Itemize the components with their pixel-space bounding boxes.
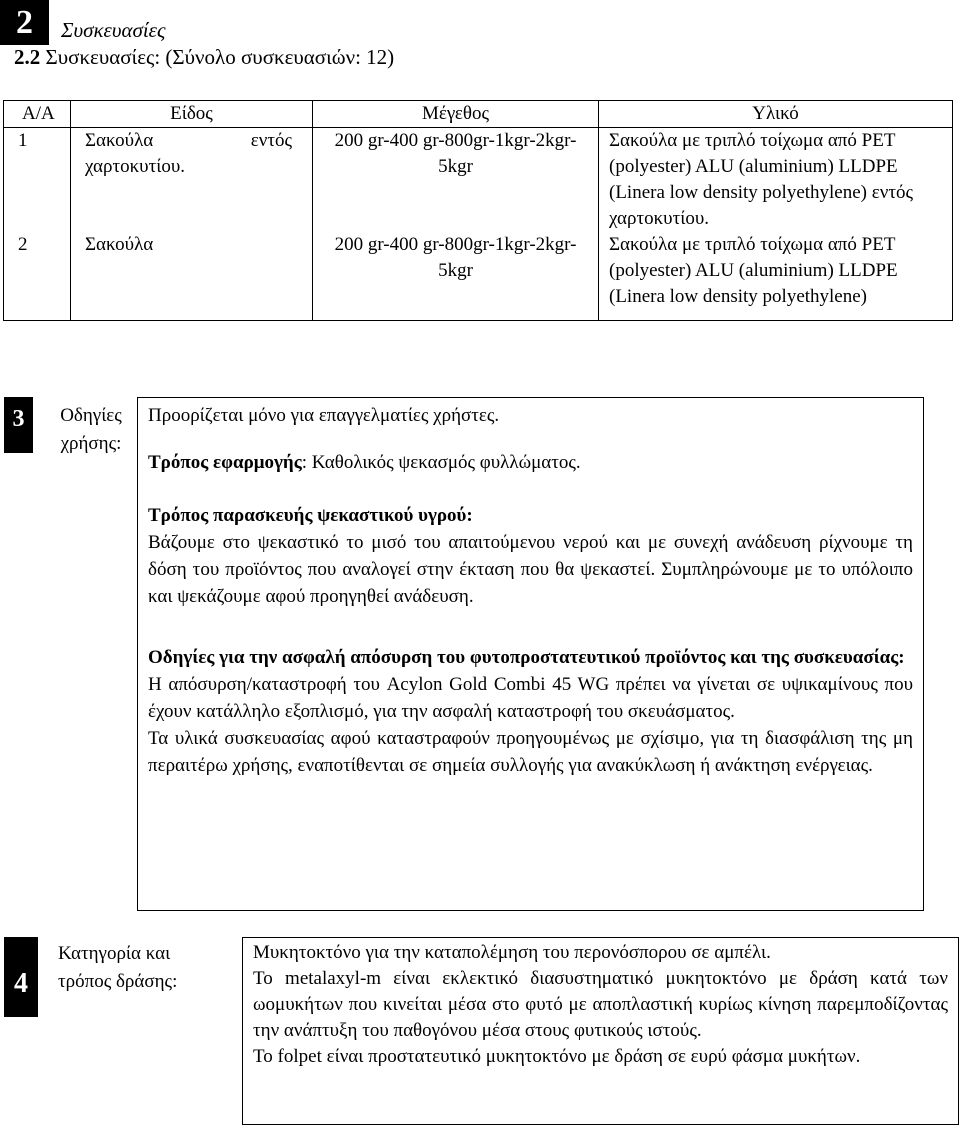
section-4-number-badge: 4 bbox=[4, 937, 38, 1017]
section-3-number-badge: 3 bbox=[4, 397, 33, 453]
prep-text: Βάζουμε στο ψεκαστικό το μισό του απαιτούμενου νερού και με συνεχή ανάδευση ρίχνουμε τη δόση του προϊόντος που αναλογεί στην έκταση που θα ψεκαστεί. Συμπληρώνουμε με το υπόλοιπο και ψεκάζουμε αφού προηγηθεί ανάδευση. bbox=[148, 532, 913, 607]
cell-yliko: Σακούλα με τριπλό τοίχωμα από PET (polyester) ALU (aluminium) LLDPE (Linera low density polyethylene) εντός χαρτοκυτίου. bbox=[599, 128, 953, 233]
usage-intro: Προορίζεται μόνο για επαγγελματίες χρήστες. bbox=[148, 405, 500, 426]
prep-title: Τρόπος παρασκευής ψεκαστικού υγρού: bbox=[148, 505, 473, 526]
header-eidos: Είδος bbox=[71, 101, 313, 128]
section-2-number-badge: 2 bbox=[0, 0, 49, 45]
section-3-label: Οδηγίες χρήσης: bbox=[60, 405, 122, 454]
header-aa: Α/Α bbox=[4, 101, 71, 128]
subtitle-text: Συσκευασίες: (Σύνολο συσκευασιών: 12) bbox=[45, 45, 395, 69]
header-megethos: Μέγεθος bbox=[313, 101, 599, 128]
action-line-3: Το folpet είναι προστατευτικό μυκητοκτόνο με δράση σε ευρύ φάσμα μυκήτων. bbox=[253, 1046, 861, 1067]
method-label: Τρόπος εφαρμογής bbox=[148, 452, 302, 473]
action-line-2: Το metalaxyl-m είναι εκλεκτικό διασυστηματικό μυκητοκτόνο με δράση κατά των ωομυκήτων που κινείται μέσα στο φυτό με αποπλαστική κυρίως κίνηση παρεμποδίζοντας την ανάπτυξη του παθογόνου μέσα στους φυτικούς ιστούς. bbox=[253, 968, 948, 1041]
section-4-label: Κατηγορία και τρόπος δράσης: bbox=[58, 943, 178, 992]
method-text: : Καθολικός ψεκασμός φυλλώματος. bbox=[301, 452, 581, 473]
cell-aa: 2 bbox=[4, 232, 71, 321]
subtitle-number: 2.2 bbox=[14, 45, 41, 69]
packaging-table bbox=[3, 100, 953, 321]
usage-instructions-box bbox=[137, 397, 924, 911]
cell-megethos: 200 gr-400 gr-800gr-1kgr-2kgr-5kgr bbox=[313, 232, 599, 321]
section-2-title: Συσκευασίες bbox=[61, 18, 166, 42]
application-method bbox=[148, 449, 913, 476]
cell-eidos: Σακούλα bbox=[71, 232, 313, 321]
disposal-text-1: Η απόσυρση/καταστροφή του Acylon Gold Combi 45 WG πρέπει να γίνεται σε υψικαμίνους που έχουν κατάλληλο εξοπλισμό, για την ασφαλή καταστροφή του σκευάσματος. bbox=[148, 674, 913, 722]
cell-eidos: Σακούλα εντός χαρτοκυτίου. bbox=[71, 128, 313, 233]
cell-yliko: Σακούλα με τριπλό τοίχωμα από PET (polyester) ALU (aluminium) LLDPE (Linera low density polyethylene) bbox=[599, 232, 953, 321]
disposal-text-2: Τα υλικά συσκευασίας αφού καταστραφούν προηγουμένως με σχίσιμο, για τη διασφάλιση της μη περαιτέρω χρήσης, εναποτίθενται σε σημεία συλλογής για ανακύκλωση ή ανάκτηση ενέργειας. bbox=[148, 728, 913, 776]
table-row bbox=[4, 232, 953, 321]
cell-megethos: 200 gr-400 gr-800gr-1kgr-2kgr-5kgr bbox=[313, 128, 599, 233]
section-2-subtitle bbox=[14, 45, 394, 70]
table-header-row bbox=[4, 101, 953, 128]
disposal-title: Οδηγίες για την ασφαλή απόσυρση του φυτοπροστατευτικού προϊόντος και της συσκευασίας: bbox=[148, 647, 905, 668]
header-yliko: Υλικό bbox=[599, 101, 953, 128]
action-line-1: Μυκητοκτόνο για την καταπολέμηση του περονόσπορου σε αμπέλι. bbox=[253, 942, 771, 963]
cell-aa: 1 bbox=[4, 128, 71, 233]
action-mode-box bbox=[242, 937, 959, 1125]
table-row bbox=[4, 128, 953, 233]
